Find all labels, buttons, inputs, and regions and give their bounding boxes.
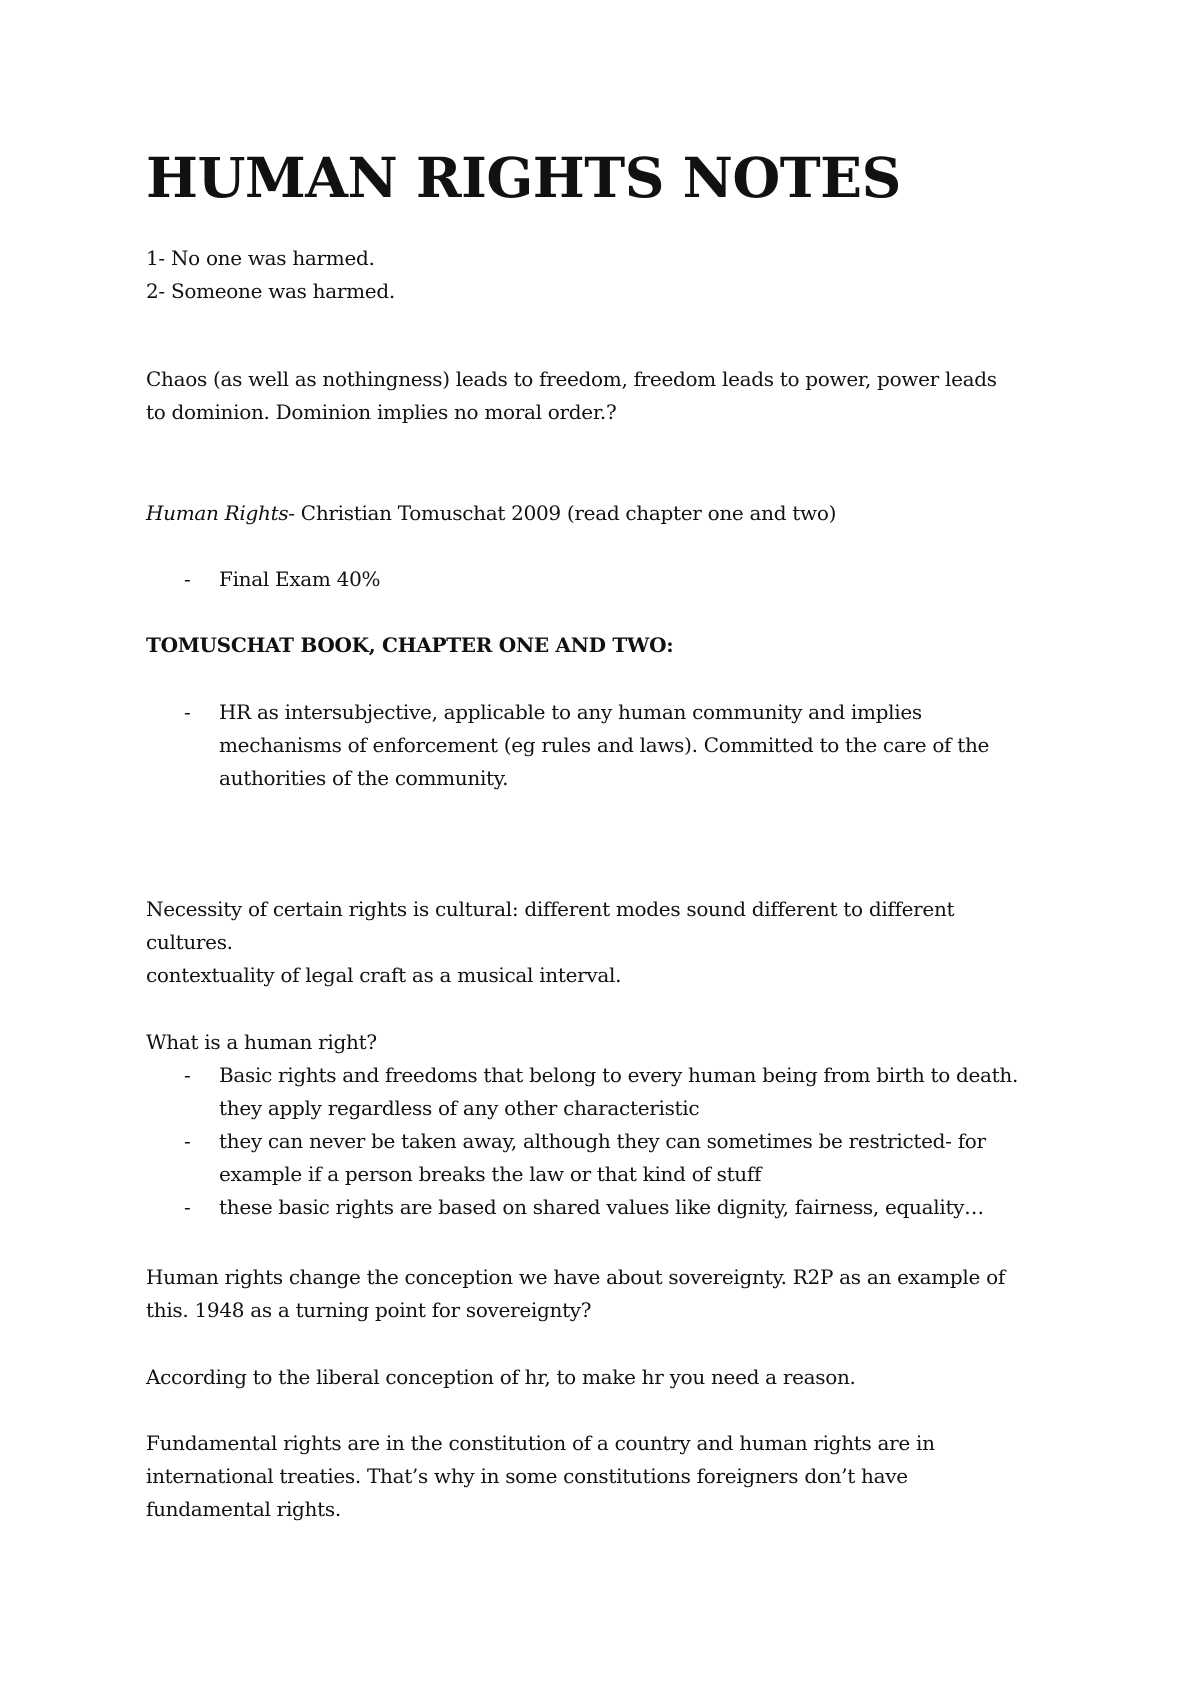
paragraph-line: this. 1948 as a turning point for sovereignty? bbox=[146, 1298, 592, 1322]
reference-details: - Christian Tomuschat 2009 (read chapter one and two) bbox=[288, 501, 837, 525]
exam-list bbox=[146, 563, 1086, 596]
dash-bullet: - bbox=[184, 567, 191, 591]
paragraph-line: international treaties. That’s why in some constitutions foreigners don’t have bbox=[146, 1464, 908, 1488]
bullet-line: authorities of the community. bbox=[219, 766, 509, 790]
sovereignty-paragraph bbox=[146, 1261, 1086, 1327]
paragraph-line: cultures. bbox=[146, 930, 233, 954]
liberal-paragraph bbox=[146, 1361, 1086, 1394]
bullet-line: these basic rights are based on shared values like dignity, fairness, equality… bbox=[219, 1195, 984, 1219]
paragraph-line: Human rights change the conception we have about sovereignty. R2P as an example of bbox=[146, 1265, 1005, 1289]
bullet-line: example if a person breaks the law or that kind of stuff bbox=[219, 1162, 762, 1186]
bullet-line: Basic rights and freedoms that belong to every human being from birth to death. bbox=[219, 1063, 1019, 1087]
dash-bullet: - bbox=[184, 1063, 191, 1087]
bullet-line: mechanisms of enforcement (eg rules and laws). Committed to the care of the bbox=[219, 733, 990, 757]
list-item bbox=[146, 563, 1086, 596]
section-heading: TOMUSCHAT BOOK, CHAPTER ONE AND TWO: bbox=[146, 633, 674, 657]
reference-citation bbox=[146, 497, 1086, 530]
necessity-paragraph bbox=[146, 893, 1086, 992]
numbered-list bbox=[146, 242, 1086, 308]
paragraph-line: to dominion. Dominion implies no moral order.? bbox=[146, 400, 617, 424]
numbered-item-2: 2- Someone was harmed. bbox=[146, 279, 395, 303]
dash-bullet: - bbox=[184, 700, 191, 724]
bullet-line: they apply regardless of any other characteristic bbox=[219, 1096, 700, 1120]
list-item bbox=[146, 696, 1086, 795]
paragraph-line: contextuality of legal craft as a musical interval. bbox=[146, 963, 622, 987]
paragraph-line: According to the liberal conception of hr, to make hr you need a reason. bbox=[146, 1365, 856, 1389]
bullet-line: HR as intersubjective, applicable to any human community and implies bbox=[219, 700, 922, 724]
reference-line bbox=[146, 497, 1086, 530]
paragraph-line: Necessity of certain rights is cultural: different modes sound different to different bbox=[146, 897, 955, 921]
exam-item: Final Exam 40% bbox=[219, 567, 381, 591]
fundamental-paragraph bbox=[146, 1427, 1086, 1526]
numbered-item-1: 1- No one was harmed. bbox=[146, 246, 375, 270]
paragraph-line: Fundamental rights are in the constitution of a country and human rights are in bbox=[146, 1431, 935, 1455]
dash-bullet: - bbox=[184, 1195, 191, 1219]
list-item bbox=[146, 1125, 1086, 1191]
document-title: HUMAN RIGHTS NOTES bbox=[146, 145, 901, 210]
human-right-question-section bbox=[146, 1026, 1086, 1224]
reference-book-title: Human Rights bbox=[146, 501, 289, 525]
bullet-line: they can never be taken away, although they can sometimes be restricted- for bbox=[219, 1129, 986, 1153]
paragraph-line: Chaos (as well as nothingness) leads to freedom, freedom leads to power, power leads bbox=[146, 367, 997, 391]
chaos-paragraph bbox=[146, 363, 1086, 429]
list-item bbox=[146, 1191, 1086, 1224]
paragraph-line: fundamental rights. bbox=[146, 1497, 341, 1521]
book-notes-list bbox=[146, 696, 1086, 795]
question-line: What is a human right? bbox=[146, 1030, 377, 1054]
dash-bullet: - bbox=[184, 1129, 191, 1153]
list-item bbox=[146, 1059, 1086, 1125]
